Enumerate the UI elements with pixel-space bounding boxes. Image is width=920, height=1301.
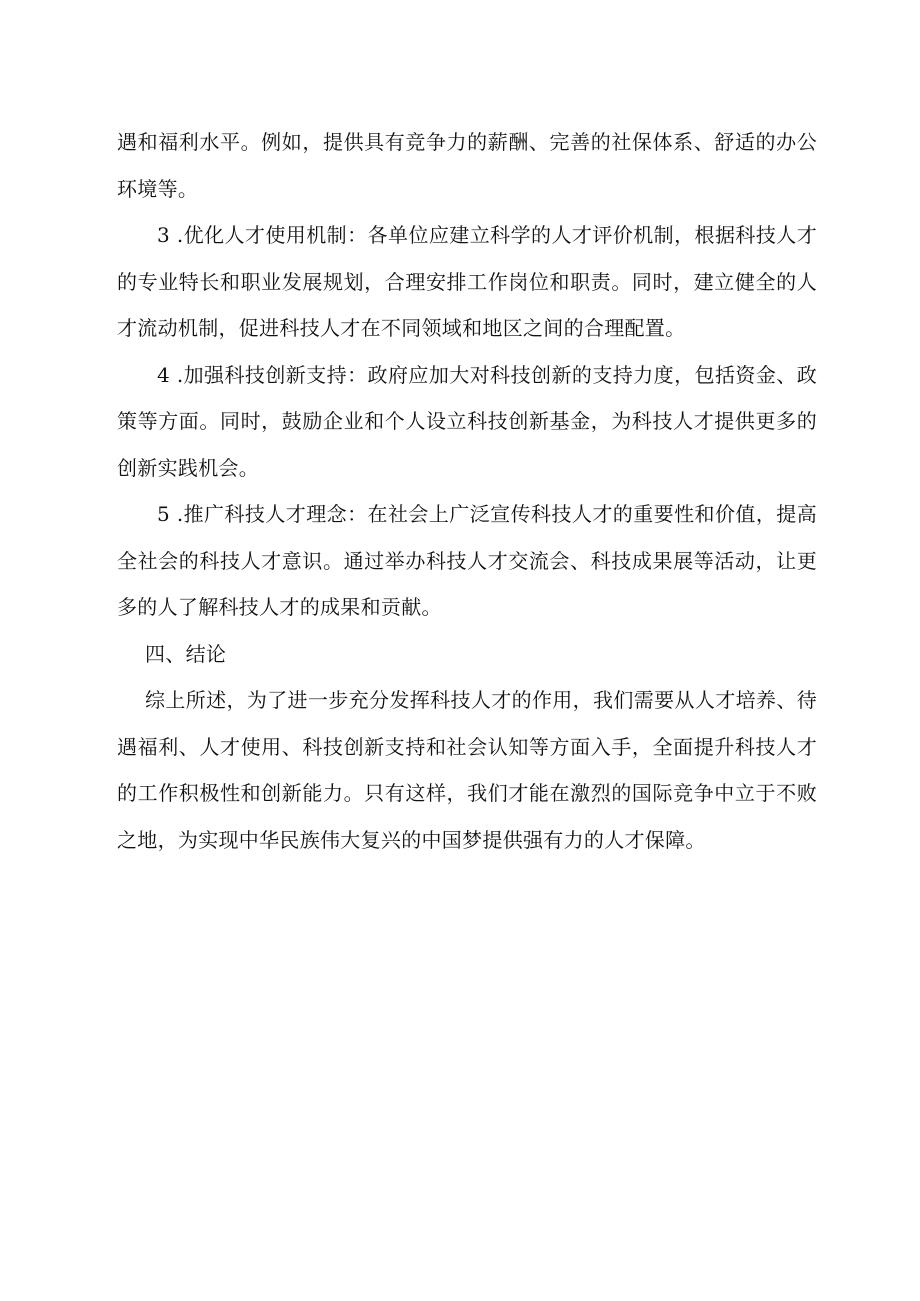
- section-heading-conclusion: 四、结论: [145, 641, 227, 666]
- document-body: [117, 119, 817, 863]
- paragraph-conclusion: 综上所述，为了进一步充分发挥科技人才的作用，我们需要从人才培养、待遇福利、人才使用、科技创新支持和社会认知等方面入手，全面提升科技人才的工作积极性和创新能力。只有这样，我们才能在激烈的国际竞争中立于不败之地，为实现中华民族伟大复兴的中国梦提供强有力的人才保障。: [117, 688, 817, 852]
- paragraph-item-5: 5 .推广科技人才理念：在社会上广泛宣传科技人才的重要性和价值，提高全社会的科技人才意识。通过举办科技人才交流会、科技成果展等活动，让更多的人了解科技人才的成果和贡献。: [117, 502, 817, 619]
- paragraph-item-4: 4 .加强科技创新支持：政府应加大对科技创新的支持力度，包括资金、政策等方面。同时，鼓励企业和个人设立科技创新基金，为科技人才提供更多的创新实践机会。: [117, 362, 817, 480]
- paragraph-item-3: 3 .优化人才使用机制：各单位应建立科学的人才评价机制，根据科技人才的专业特长和职业发展规划，合理安排工作岗位和职责。同时，建立健全的人才流动机制，促进科技人才在不同领域和地区之间的合理配置。: [117, 223, 817, 340]
- paragraph-continuation: 遇和福利水平。例如，提供具有竞争力的薪酬、完善的社保体系、舒适的办公环境等。: [117, 130, 817, 201]
